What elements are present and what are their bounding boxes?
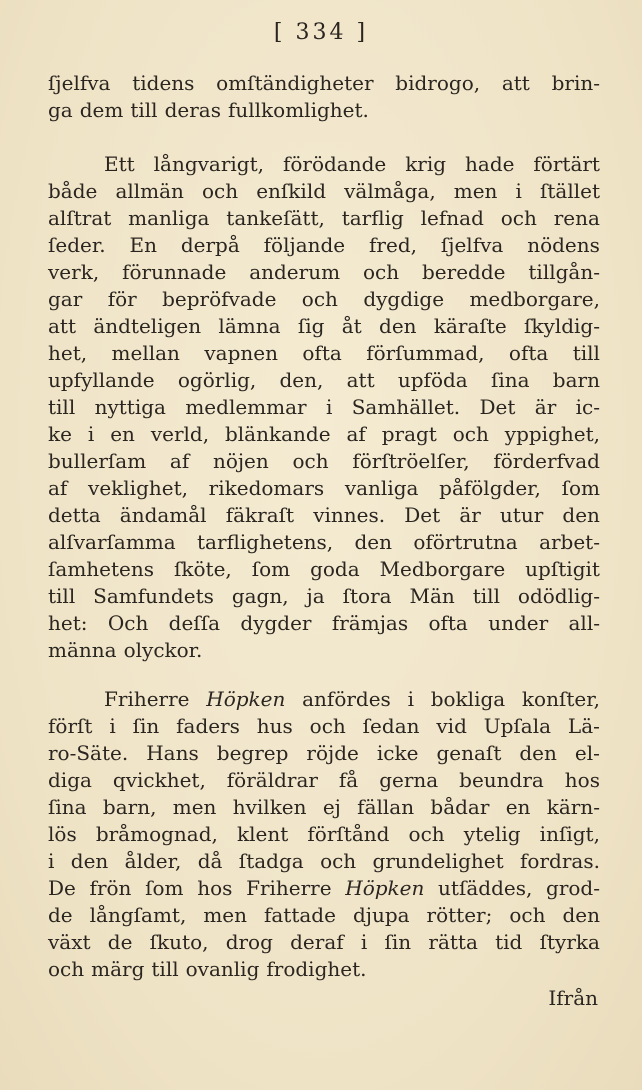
paragraph-3 (48, 686, 600, 983)
text-line: männa olyckor. (48, 638, 203, 662)
text-line: ſamhetens ſköte, ſom goda Medborgare upſtigit (48, 557, 600, 581)
text-line: het: Och deſſa dygder främjas ofta under all- (48, 611, 600, 635)
text-line: upfyllande ogörlig, den, att upföda ſina barn (48, 368, 600, 392)
text-line: växt de ſkuto, drog deraf i ſin rätta tid ſtyrka (48, 930, 600, 954)
text-line: både allmän och enſkild välmåga, men i ſtället (48, 179, 600, 203)
text-line: verk, förunnade anderum och beredde tillgån- (48, 260, 600, 284)
text-line: till Samfundets gagn, ja ſtora Män till odödlig- (48, 584, 600, 608)
text-line: ga dem till deras fullkomlighet. (48, 98, 369, 122)
text-line: alſvarſamma tarflighetens, den oförtrutna arbet- (48, 530, 600, 554)
text-line: bullerſam af nöjen och förſtröelſer, förderfvad (48, 449, 600, 473)
text-line: lös bråmognad, klent förſtånd och ytelig inſigt, (48, 822, 600, 846)
text-line: ſina barn, men hvilken ej fällan bådar en kärn- (48, 795, 600, 819)
text-line: Ett långvarigt, förödande krig hade förtärt (104, 152, 600, 176)
page-number: [ 334 ] (273, 20, 369, 45)
text-line: ſjelfva tidens omſtändigheter bidrogo, att brin- (48, 71, 600, 95)
text-line: till nyttiga medlemmar i Samhället. Det är ic- (48, 395, 600, 419)
paragraph-1 (48, 70, 600, 124)
text-line: ke i en verld, blänkande af pragt och yppighet, (48, 422, 600, 446)
text-line: het, mellan vapnen ofta förſummad, ofta till (48, 341, 600, 365)
text-line: gar för bepröfvade och dygdige medborgare, (48, 287, 600, 311)
text-line: Friherre Höpken anfördes i bokliga konſter, (104, 687, 600, 711)
text-line: detta ändamål fäkraſt vinnes. Det är utur den (48, 503, 600, 527)
paragraph-2 (48, 151, 600, 664)
text-line: att ändteligen lämna ſig åt den käraſte ſkyldig- (48, 314, 600, 338)
text-line: förſt i ſin faders hus och ſedan vid Upſala Lä- (48, 714, 600, 738)
text-line: af veklighet, rikedomars vanliga påfölgder, ſom (48, 476, 600, 500)
text-line: ſeder. En derpå följande fred, ſjelfva nödens (48, 233, 600, 257)
text-line: diga qvickhet, föräldrar få gerna beundra hos (48, 768, 600, 792)
text-line: och märg till ovanlig frodighet. (48, 957, 367, 981)
text-line: De frön ſom hos Friherre Höpken utſäddes, grod- (48, 876, 600, 900)
text-line: de långſamt, men fattade djupa rötter; och den (48, 903, 600, 927)
text-line: ro-Säte. Hans begrep röjde icke genaſt den el- (48, 741, 600, 765)
text-line: alſtrat manliga tankeſätt, tarflig lefnad och rena (48, 206, 600, 230)
catchword: Ifrån (548, 986, 598, 1010)
text-line: i den ålder, då ſtadga och grundelighet fordras. (48, 849, 600, 873)
